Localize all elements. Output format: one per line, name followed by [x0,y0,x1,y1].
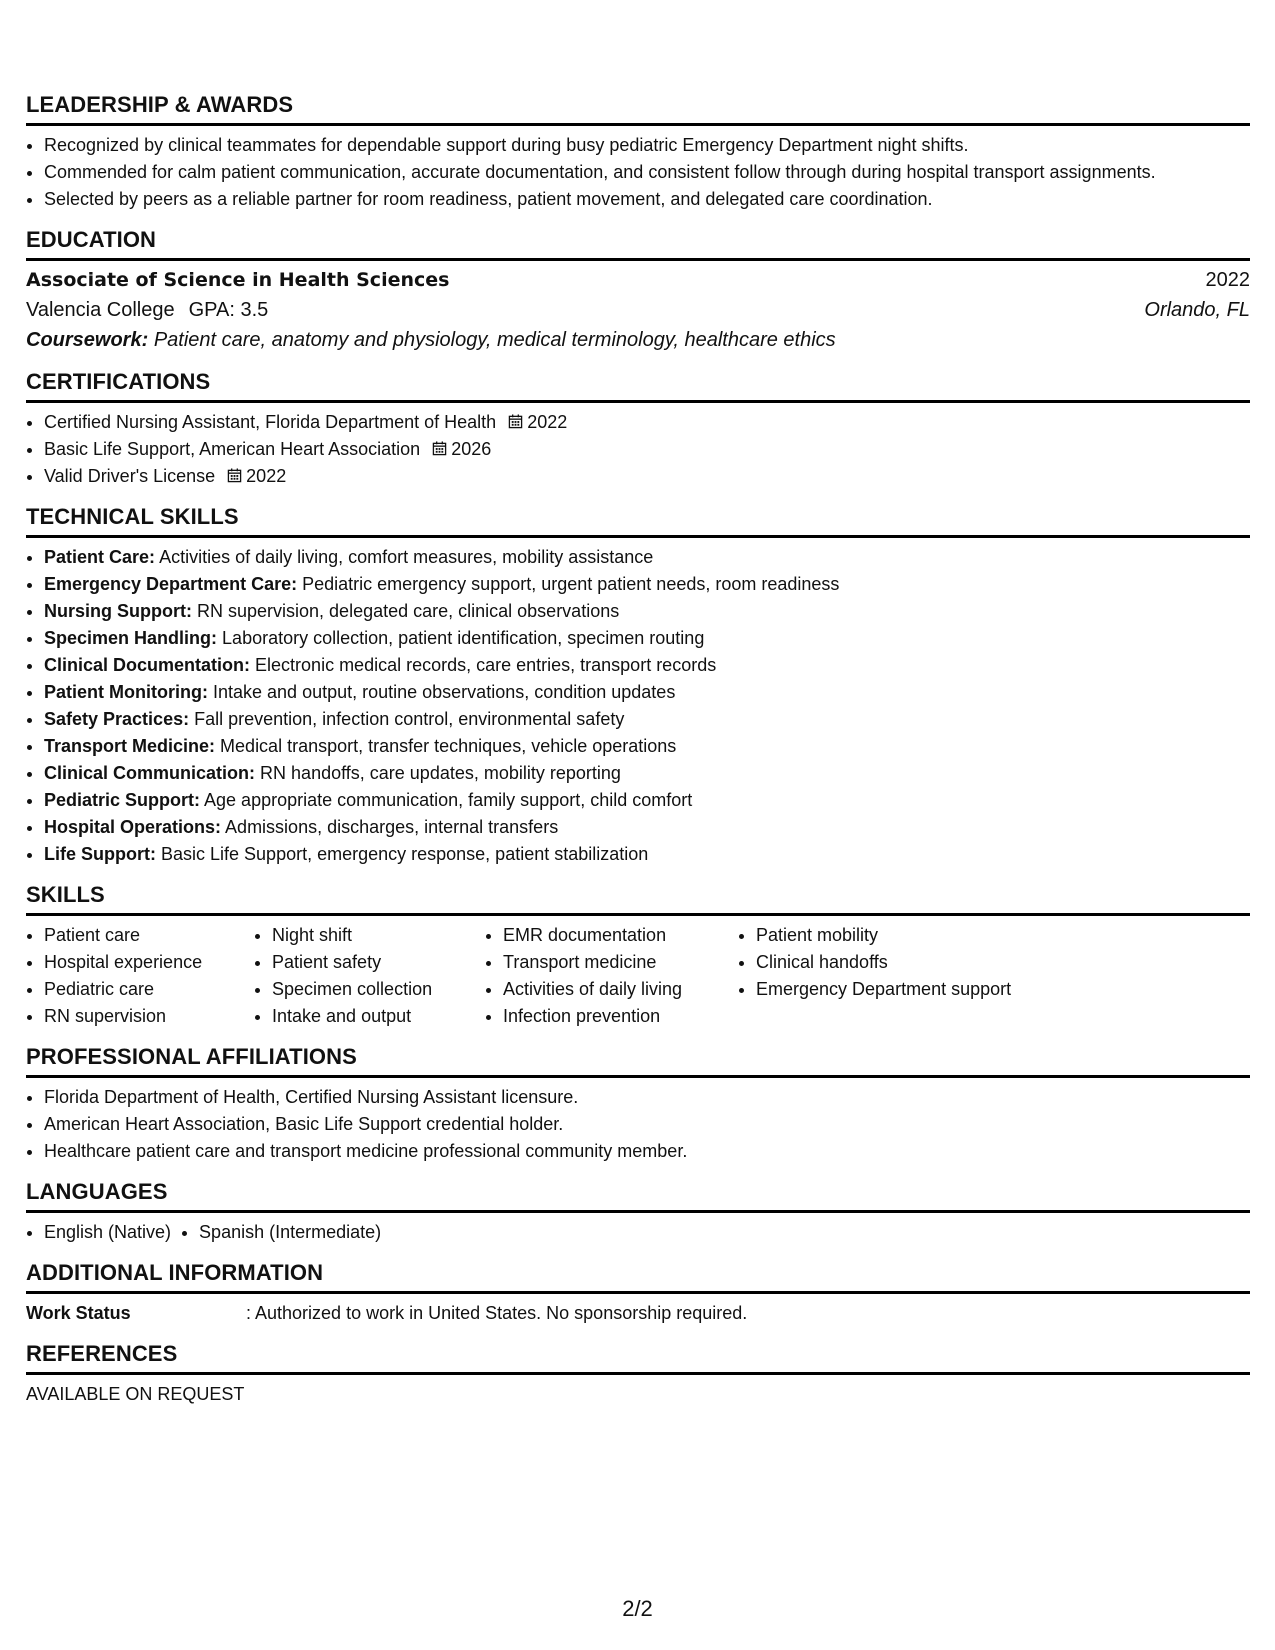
technical-skills-list [26,544,1250,868]
languages-list [26,1219,1250,1246]
list-item [44,544,1250,571]
skill-text: Laboratory collection, patient identification, specimen routing [222,628,705,648]
skills-column [254,922,485,1030]
skill-label: Transport Medicine: [44,736,216,756]
resume-content [26,92,1250,1422]
list-item [44,679,1250,706]
languages-section [26,1179,1250,1246]
coursework [26,325,1250,355]
education-location: Orlando, FL [1144,299,1250,321]
page-number: 2/2 [622,1596,653,1621]
skills-column [26,922,254,1030]
section-title-affiliations: PROFESSIONAL AFFILIATIONS [26,1044,1250,1078]
skill-text: Activities of daily living, comfort measures, mobility assistance [159,547,654,567]
list-item [44,841,1250,868]
degree-name: Associate of Science in Health Sciences [26,269,450,291]
skill-label: Hospital Operations: [44,817,222,837]
skill-label: Specimen Handling: [44,628,218,648]
certifications-list [26,409,1250,490]
institution-name: Valencia College [26,299,175,321]
coursework-text: Patient care, anatomy and physiology, medical terminology, healthcare ethics [153,329,836,351]
skill-item: • Patient mobility [756,922,1011,949]
skill-item: • Pediatric care [44,976,254,1003]
skill-text: Pediatric emergency support, urgent patient needs, room readiness [302,574,840,594]
section-title-certifications: CERTIFICATIONS [26,369,1250,403]
work-status-row [26,1300,1250,1327]
affiliations-section [26,1044,1250,1165]
skill-label: Patient Care: [44,547,156,567]
skill-text: Electronic medical records, care entries, transport records [255,655,717,675]
work-status-label: Work Status [26,1303,131,1323]
certifications-section [26,369,1250,490]
language-item: • English (Native) [44,1219,171,1246]
skill-label: Clinical Documentation: [44,655,251,675]
skill-item: • Specimen collection [272,976,485,1003]
certification-item [44,409,1250,436]
skill-item: • RN supervision [44,1003,254,1030]
skill-item: • Activities of daily living [503,976,738,1003]
skill-label: Nursing Support: [44,601,192,621]
skill-text: Intake and output, routine observations, condition updates [213,682,676,702]
skill-label: Emergency Department Care: [44,574,298,594]
certification-name: Certified Nursing Assistant, Florida Department of Health [44,412,497,432]
leadership-section [26,92,1250,213]
certification-year: 2026 [451,439,492,459]
skill-label: Life Support: [44,844,156,864]
section-title-leadership: LEADERSHIP & AWARDS [26,92,1250,126]
list-item [44,760,1250,787]
skill-item: • EMR documentation [503,922,738,949]
language-item: • Spanish (Intermediate) [199,1219,381,1246]
section-title-education: EDUCATION [26,227,1250,261]
list-item: • Selected by peers as a reliable partner for room readiness, patient movement, and delegated care coordination. [44,186,1250,213]
list-item: • American Heart Association, Basic Life Support credential holder. [44,1111,1250,1138]
skill-text: Age appropriate communication, family support, child comfort [204,790,693,810]
skills-section [26,882,1250,1030]
certification-year: 2022 [527,412,568,432]
degree-year: 2022 [1205,269,1250,291]
skills-grid [26,922,1250,1030]
list-item [44,625,1250,652]
work-status-value: : Authorized to work in United States. No sponsorship required. [246,1303,748,1323]
section-title-technical-skills: TECHNICAL SKILLS [26,504,1250,538]
section-title-references: REFERENCES [26,1341,1250,1375]
gpa: GPA: 3.5 [188,299,269,321]
leadership-list [26,132,1250,213]
certification-item [44,463,1250,490]
skill-label: Clinical Communication: [44,763,256,783]
section-title-languages: LANGUAGES [26,1179,1250,1213]
certification-name: Valid Driver's License [44,466,216,486]
skill-item: • Emergency Department support [756,976,1011,1003]
skill-item: • Hospital experience [44,949,254,976]
skill-label: Safety Practices: [44,709,190,729]
skill-item: • Patient safety [272,949,485,976]
list-item: • Healthcare patient care and transport medicine professional community member. [44,1138,1250,1165]
list-item [44,598,1250,625]
skill-text: Basic Life Support, emergency response, patient stabilization [161,844,649,864]
skill-item: • Clinical handoffs [756,949,1011,976]
list-item [44,733,1250,760]
skill-text: Medical transport, transfer techniques, vehicle operations [220,736,677,756]
references-section [26,1341,1250,1408]
skill-item: • Infection prevention [503,1003,738,1030]
list-item: • Florida Department of Health, Certified Nursing Assistant licensure. [44,1084,1250,1111]
calendar-icon [432,441,447,456]
skill-text: RN handoffs, care updates, mobility reporting [260,763,621,783]
certification-name: Basic Life Support, American Heart Association [44,439,421,459]
skills-column [485,922,738,1030]
skill-item: • Transport medicine [503,949,738,976]
list-item [44,652,1250,679]
technical-skills-section [26,504,1250,868]
education-section [26,227,1250,355]
references-text: AVAILABLE ON REQUEST [26,1384,245,1404]
skill-text: Fall prevention, infection control, environmental safety [194,709,625,729]
skill-text: RN supervision, delegated care, clinical observations [197,601,620,621]
skill-item: • Patient care [44,922,254,949]
skill-text: Admissions, discharges, internal transfers [225,817,559,837]
skill-item: • Intake and output [272,1003,485,1030]
certification-item [44,436,1250,463]
calendar-icon [508,414,523,429]
coursework-label: Coursework: [26,329,149,351]
list-item: • Recognized by clinical teammates for dependable support during busy pediatric Emergency Department night shifts. [44,132,1250,159]
skill-item: • Night shift [272,922,485,949]
list-item [44,571,1250,598]
section-title-skills: SKILLS [26,882,1250,916]
list-item: • Commended for calm patient communication, accurate documentation, and consistent follow through during hospital transport assignments. [44,159,1250,186]
section-title-additional-info: ADDITIONAL INFORMATION [26,1260,1250,1294]
list-item [44,787,1250,814]
additional-info-section [26,1260,1250,1327]
list-item [44,814,1250,841]
certification-year: 2022 [246,466,287,486]
list-item [44,706,1250,733]
affiliations-list [26,1084,1250,1165]
skill-label: Pediatric Support: [44,790,201,810]
calendar-icon [227,468,242,483]
skills-column [738,922,1011,1030]
skill-label: Patient Monitoring: [44,682,208,702]
